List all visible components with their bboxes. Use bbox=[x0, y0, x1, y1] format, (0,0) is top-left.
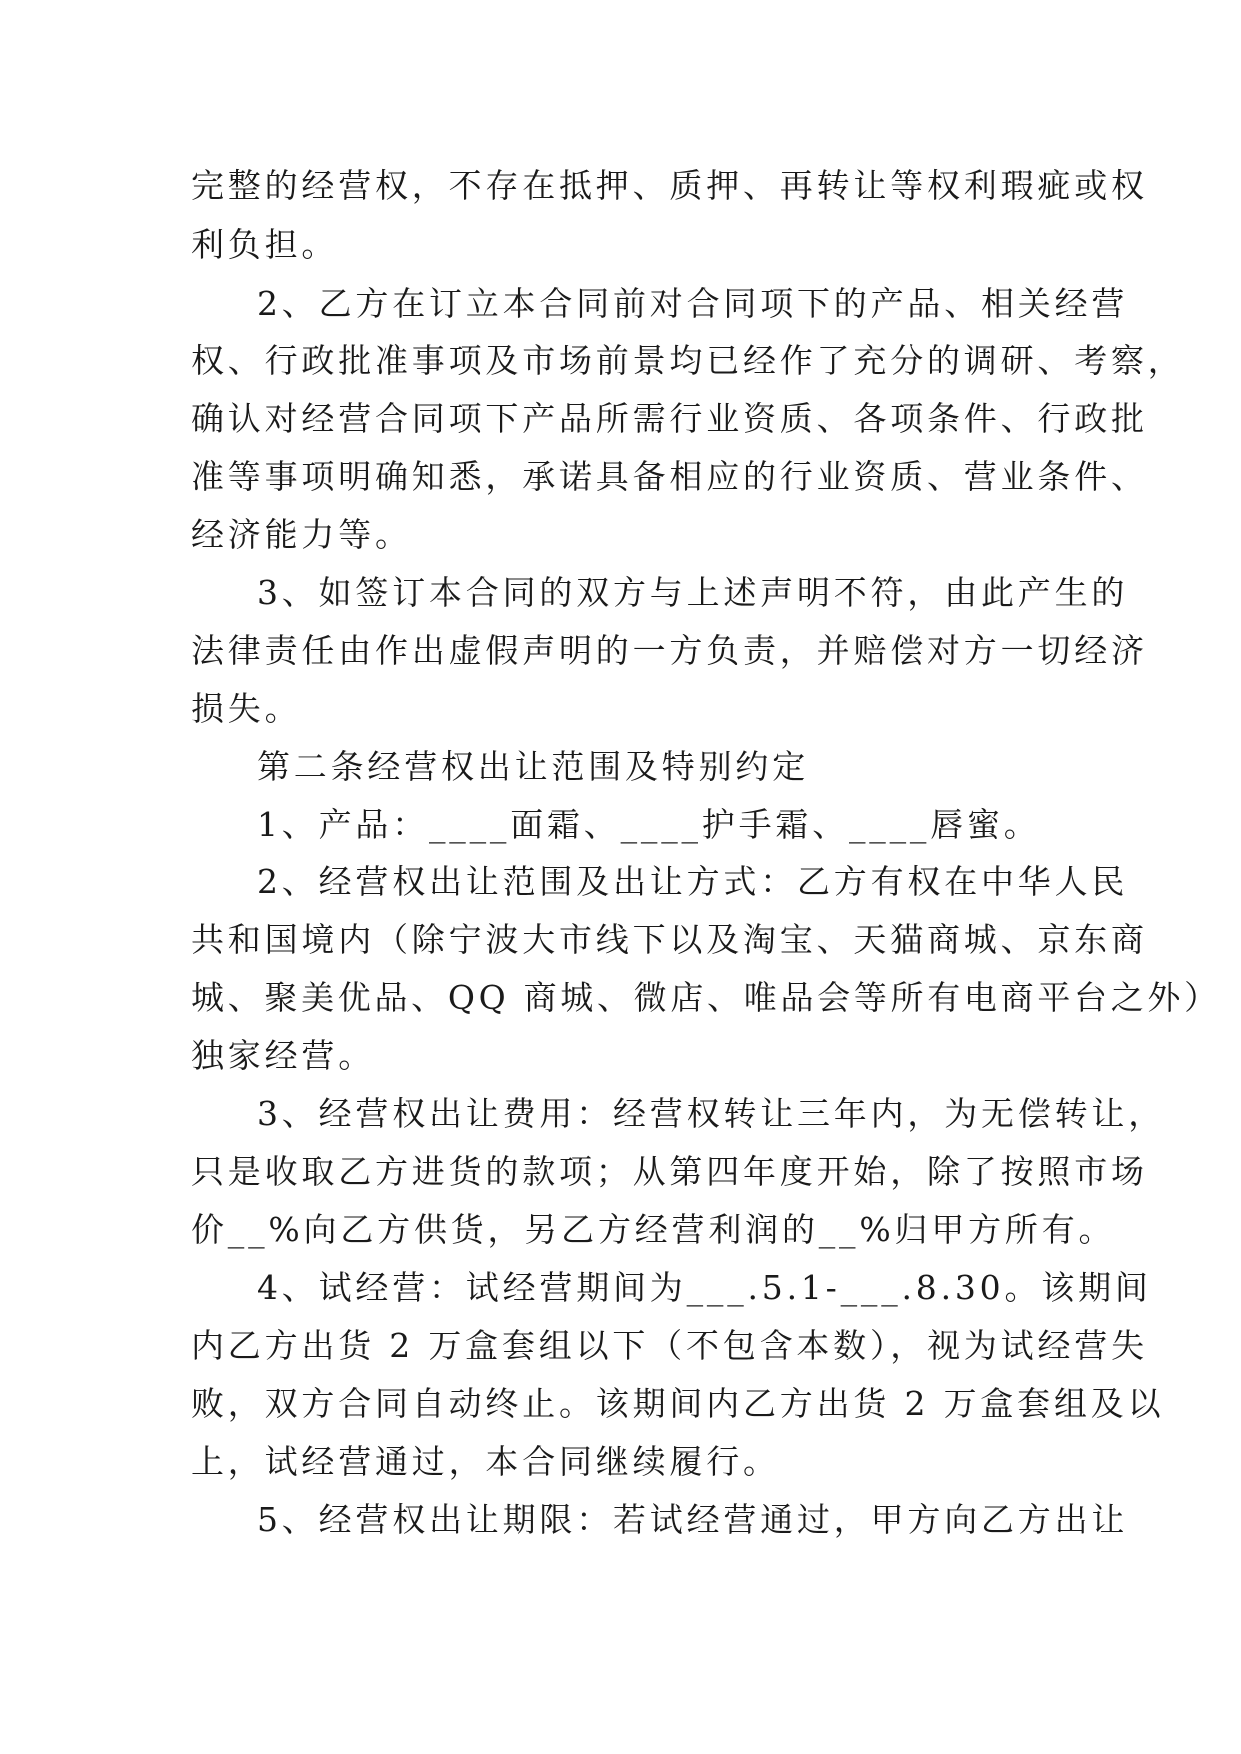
text-line: 确认对经营合同项下产品所需行业资质、各项条件、行政批 bbox=[191, 399, 1148, 438]
text-line: 2、经营权出让范围及出让方式：乙方有权在中华人民 bbox=[257, 862, 1129, 901]
text-line: 4、试经营：试经营期间为___.5.1-___.8.30。该期间 bbox=[257, 1268, 1152, 1307]
text-line: 损失。 bbox=[191, 689, 302, 728]
text-line: 上，试经营通过，本合同继续履行。 bbox=[191, 1442, 780, 1481]
text-line: 完整的经营权，不存在抵押、质押、再转让等权利瑕疵或权 bbox=[191, 166, 1148, 205]
text-line: 经济能力等。 bbox=[191, 515, 412, 554]
text-line: 共和国境内（除宁波大市线下以及淘宝、天猫商城、京东商 bbox=[191, 920, 1148, 959]
text-line: 准等事项明确知悉，承诺具备相应的行业资质、营业条件、 bbox=[191, 457, 1148, 496]
text-line: 城、聚美优品、QQ 商城、微店、唯品会等所有电商平台之外） bbox=[191, 978, 1221, 1017]
text-line: 利负担。 bbox=[191, 225, 339, 264]
text-line: 5、经营权出让期限：若试经营通过，甲方向乙方出让 bbox=[257, 1500, 1129, 1539]
text-line: 价__%向乙方供货，另乙方经营利润的__%归甲方所有。 bbox=[191, 1210, 1116, 1249]
text-line: 3、经营权出让费用：经营权转让三年内，为无偿转让， bbox=[257, 1094, 1165, 1133]
text-line: 内乙方出货 2 万盒套组以下（不包含本数），视为试经营失 bbox=[191, 1326, 1148, 1365]
text-line: 法律责任由作出虚假声明的一方负责，并赔偿对方一切经济 bbox=[191, 631, 1148, 670]
text-line: 3、如签订本合同的双方与上述声明不符，由此产生的 bbox=[257, 573, 1129, 612]
text-line: 败，双方合同自动终止。该期间内乙方出货 2 万盒套组及以 bbox=[191, 1384, 1165, 1423]
text-line: 独家经营。 bbox=[191, 1036, 375, 1075]
section-heading: 第二条经营权出让范围及特别约定 bbox=[257, 747, 809, 786]
text-line: 1、产品：____面霜、____护手霜、____唇蜜。 bbox=[257, 805, 1041, 844]
text-line: 只是收取乙方进货的款项；从第四年度开始，除了按照市场 bbox=[191, 1152, 1148, 1191]
text-line: 2、乙方在订立本合同前对合同项下的产品、相关经营 bbox=[257, 284, 1129, 323]
text-line: 权、行政批准事项及市场前景均已经作了充分的调研、考察， bbox=[191, 341, 1185, 380]
